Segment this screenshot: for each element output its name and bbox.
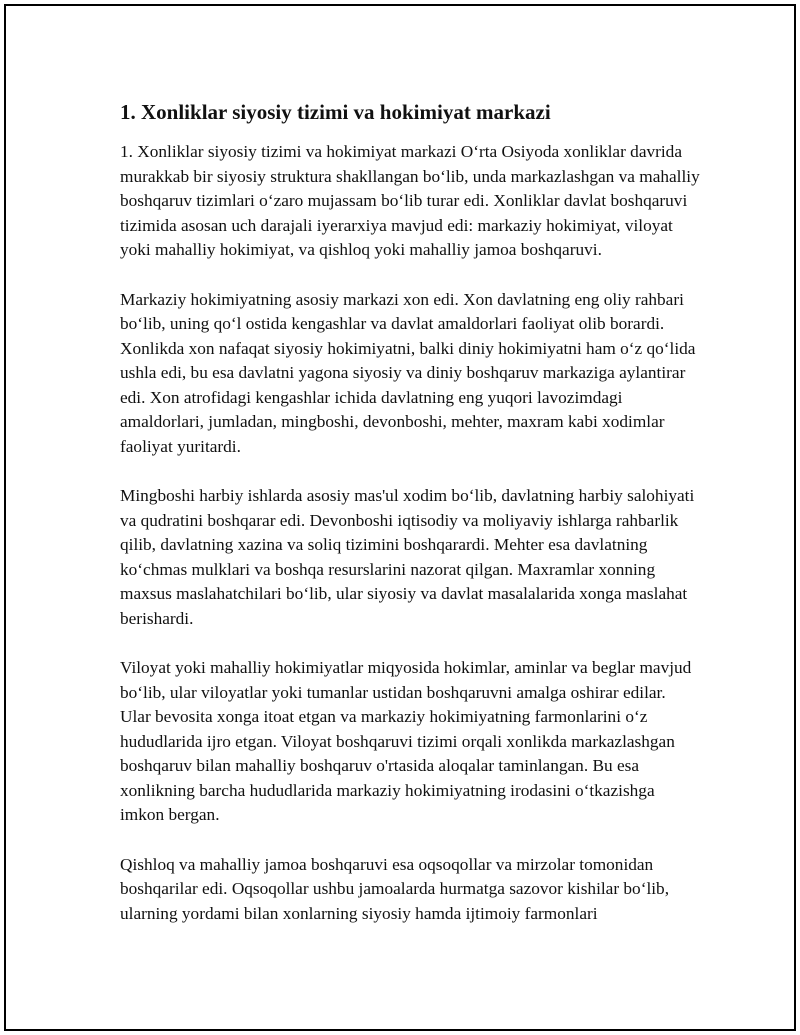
document-body — [120, 98, 700, 951]
section-heading: 1. Xonliklar siyosiy tizimi va hokimiyat markazi — [120, 100, 551, 124]
paragraph-2: Markaziy hokimiyatning asosiy markazi xon edi. Xon davlatning eng oliy rahbari bo‘lib, uning qo‘l ostida kengashlar va davlat amaldorlari faoliyat olib borardi. Xonlikda xon nafaqat siyosiy hokimiyatni, balki diniy hokimiyatni ham o‘z qo‘lida ushla edi, bu esa davlatni yagona siyosiy va diniy boshqaruv markaziga aylantirar edi. Xon atrofidagi kengashlar ichida davlatning eng yuqori lavozimdagi amaldorlari, jumladan, mingboshi, devonboshi, mehter, maxram kabi xodimlar faoliyat yuritardi. — [120, 289, 696, 456]
document-page — [4, 4, 796, 1031]
paragraph-1: 1. Xonliklar siyosiy tizimi va hokimiyat markazi O‘rta Osiyoda xonliklar davrida murakkab bir siyosiy struktura shakllangan bo‘lib, unda markazlashgan va mahalliy boshqaruv tizimlari o‘zaro mujassam bo‘lib turar edi. Xonliklar davlat boshqaruvi tizimida asosan uch darajali iyerarxiya mavjud edi: markaziy hokimiyat, viloyat yoki mahalliy hokimiyat, va qishloq yoki mahalliy jamoa boshqaruvi. — [120, 142, 700, 259]
paragraph-3: Mingboshi harbiy ishlarda asosiy mas'ul xodim bo‘lib, davlatning harbiy salohiyati va qudratini boshqarar edi. Devonboshi iqtisodiy va moliyaviy ishlarga rahbarlik qilib, davlatning xazina va soliq tizimini boshqarardi. Mehter esa davlatning ko‘chmas mulklari va boshqa resurslarini nazorat qilgan. Maxramlar xonning maxsus maslahatchilari bo‘lib, ular siyosiy va davlat masalalarida xonga maslahat berishardi. — [120, 486, 695, 628]
paragraph-5: Qishloq va mahalliy jamoa boshqaruvi esa oqsoqollar va mirzolar tomonidan boshqarilar edi. Oqsoqollar ushbu jamoalarda hurmatga sazovor kishilar bo‘lib, ularning yordami bilan xonlarning siyosiy hamda ijtimoiy farmonlari — [120, 854, 670, 923]
paragraph-4: Viloyat yoki mahalliy hokimiyatlar miqyosida hokimlar, aminlar va beglar mavjud bo‘lib, ular viloyatlar yoki tumanlar ustidan boshqaruvni amalga oshirar edilar. Ular bevosita xonga itoat etgan va markaziy hokimiyatning farmonlarini o‘z hududlarida ijro etgan. Viloyat boshqaruvi tizimi orqali xonlikda markazlashgan boshqaruv bilan mahalliy boshqaruv o'rtasida aloqalar taminlangan. Bu esa xonlikning barcha hududlarida markaziy hokimiyatning irodasini o‘tkazishga imkon bergan. — [120, 658, 692, 824]
